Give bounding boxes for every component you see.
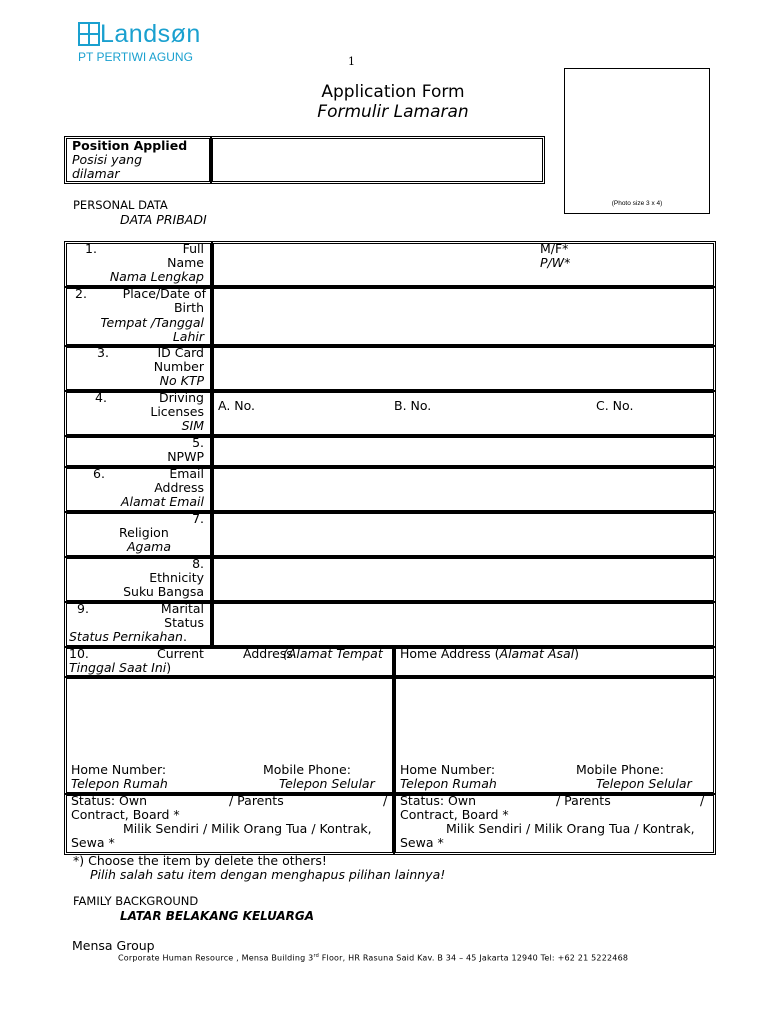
field-number: 8. — [192, 556, 204, 571]
status-parents-label: / Parents — [556, 793, 611, 808]
company-logo — [78, 18, 218, 68]
birth-label-cell — [64, 286, 213, 347]
field-number: 6. — [93, 466, 105, 481]
field-number: 3. — [97, 345, 109, 360]
id-card-label-id: No KTP — [159, 373, 204, 388]
birth-label-id-2: Lahir — [172, 329, 204, 344]
gender-pw-label: P/W* — [540, 255, 571, 270]
current-label: Current — [157, 646, 204, 661]
status-sewa-label: Sewa * — [400, 835, 444, 850]
status-milik-label: Milik Sendiri / Milik Orang Tua / Kontrak, — [123, 821, 372, 836]
religion-label-cell — [64, 511, 213, 558]
status-own-label: Status: Own — [71, 793, 148, 808]
marital-input[interactable] — [211, 601, 716, 648]
personal-data-heading: PERSONAL DATA — [73, 198, 168, 212]
family-heading-id: LATAR BELAKANG KELUARGA — [120, 909, 315, 923]
license-a-label: A. No. — [218, 398, 256, 413]
home-number-label: Home Number: — [71, 762, 167, 777]
id-card-label-cell — [64, 345, 213, 392]
full-name-label-2: Name — [167, 255, 204, 270]
marital-label-2: Status — [164, 615, 204, 630]
home-number-label-id: Telepon Rumah — [71, 776, 168, 791]
email-input[interactable] — [211, 466, 716, 513]
home-number-label: Home Number: — [400, 762, 496, 777]
address-label: Address — [243, 646, 293, 661]
field-number: 5. — [192, 435, 204, 450]
home-number-label-id: Telepon Rumah — [400, 776, 497, 791]
religion-input[interactable] — [211, 511, 716, 558]
full-name-label: Full — [182, 241, 204, 256]
email-label-cell — [64, 466, 213, 513]
religion-label-id: Agama — [127, 539, 171, 554]
marital-label-id: Status Pernikahan. — [69, 629, 187, 644]
full-name-label-cell — [64, 241, 213, 288]
field-number: 9. — [77, 601, 89, 616]
marital-label: Marital — [160, 601, 204, 616]
status-slash: / — [383, 793, 388, 808]
status-own-label: Status: Own — [400, 793, 477, 808]
marital-label-cell — [64, 601, 213, 648]
npwp-label-cell — [64, 435, 213, 468]
home-address-label-cell — [393, 646, 716, 678]
field-number: 10. — [69, 646, 89, 661]
email-label-id: Alamat Email — [120, 494, 204, 509]
footer-address: Corporate Human Resource , Mensa Building 3rd Floor, HR Rasuna Said Kav. B 34 – 45 Jakarta 12940 Tel: +62 21 5222468 — [118, 953, 629, 963]
position-label: Position Applied — [72, 138, 188, 153]
logo-wordmark: Landsøn — [100, 20, 201, 48]
gender-mf-label: M/F* — [540, 241, 569, 256]
form-subtitle: Formulir Lamaran — [317, 102, 469, 122]
status-contract-label: Contract, Board * — [71, 807, 180, 822]
current-status-cell[interactable] — [64, 793, 395, 855]
page-number: 1 — [348, 55, 355, 68]
home-status-cell[interactable] — [393, 793, 716, 855]
logo-mark-icon — [78, 22, 100, 48]
mobile-phone-label-id: Telepon Selular — [279, 776, 375, 791]
ethnicity-label-id: Suku Bangsa — [123, 584, 204, 599]
form-title: Application Form — [321, 82, 465, 102]
footer-company: Mensa Group — [72, 938, 155, 953]
home-address-label: Home Address (Alamat Asal) — [400, 646, 580, 661]
license-b-label: B. No. — [394, 398, 432, 413]
email-label: Email — [169, 466, 204, 481]
instruction-note: *) Choose the item by delete the others! — [73, 853, 327, 868]
mobile-phone-label: Mobile Phone: — [576, 762, 664, 777]
photo-caption: (Photo size 3 x 4) — [611, 200, 663, 207]
instruction-note-id: Pilih salah satu item dengan menghapus pilihan lainnya! — [90, 867, 446, 882]
birth-input[interactable] — [211, 286, 716, 347]
birth-label-id: Tempat /Tanggal — [100, 315, 204, 330]
driving-label: Driving — [159, 390, 204, 405]
position-label-id-2: dilamar — [72, 166, 120, 181]
status-slash: / — [700, 793, 705, 808]
alamat-tempat-label: (Alamat Tempat — [283, 646, 383, 661]
status-sewa-label: Sewa * — [71, 835, 115, 850]
personal-data-heading-id: DATA PRIBADI — [120, 212, 207, 227]
mobile-phone-label: Mobile Phone: — [263, 762, 351, 777]
logo-subtitle: PT PERTIWI AGUNG — [78, 50, 193, 64]
position-label-id-1: Posisi yang — [72, 152, 143, 167]
field-number: 1. — [85, 241, 97, 256]
religion-label: Religion — [119, 525, 169, 540]
email-label-2: Address — [154, 480, 204, 495]
driving-label-2: Licenses — [150, 404, 204, 419]
status-parents-label: / Parents — [229, 793, 284, 808]
family-heading: FAMILY BACKGROUND — [73, 894, 199, 908]
id-card-label: ID Card — [157, 345, 204, 360]
driving-label-id: SIM — [181, 418, 204, 433]
license-c-label: C. No. — [596, 398, 634, 413]
mobile-phone-label-id: Telepon Selular — [596, 776, 692, 791]
npwp-label: NPWP — [167, 449, 204, 464]
position-input[interactable] — [210, 136, 545, 184]
full-name-label-id: Nama Lengkap — [109, 269, 204, 284]
position-label-cell — [64, 136, 212, 184]
driving-label-cell — [64, 390, 213, 437]
status-contract-label: Contract, Board * — [400, 807, 509, 822]
status-milik-label: Milik Sendiri / Milik Orang Tua / Kontrak, — [446, 821, 695, 836]
driving-input[interactable] — [211, 390, 716, 437]
id-card-input[interactable] — [211, 345, 716, 392]
ethnicity-input[interactable] — [211, 556, 716, 603]
ethnicity-label: Ethnicity — [149, 570, 204, 585]
birth-label-2: Birth — [173, 300, 204, 315]
current-address-label-cell — [64, 646, 395, 678]
current-address-input[interactable] — [64, 676, 395, 795]
birth-label: Place/Date of — [122, 286, 206, 301]
field-number: 2. — [75, 286, 87, 301]
photo-box[interactable] — [564, 68, 710, 214]
id-card-label-2: Number — [153, 359, 204, 374]
home-address-input[interactable] — [393, 676, 716, 795]
field-number: 7. — [192, 511, 204, 526]
ethnicity-label-cell — [64, 556, 213, 603]
field-number: 4. — [95, 390, 107, 405]
tinggal-label: Tinggal Saat Ini) — [69, 660, 172, 675]
full-name-input[interactable] — [211, 241, 716, 288]
npwp-input[interactable] — [211, 435, 716, 468]
